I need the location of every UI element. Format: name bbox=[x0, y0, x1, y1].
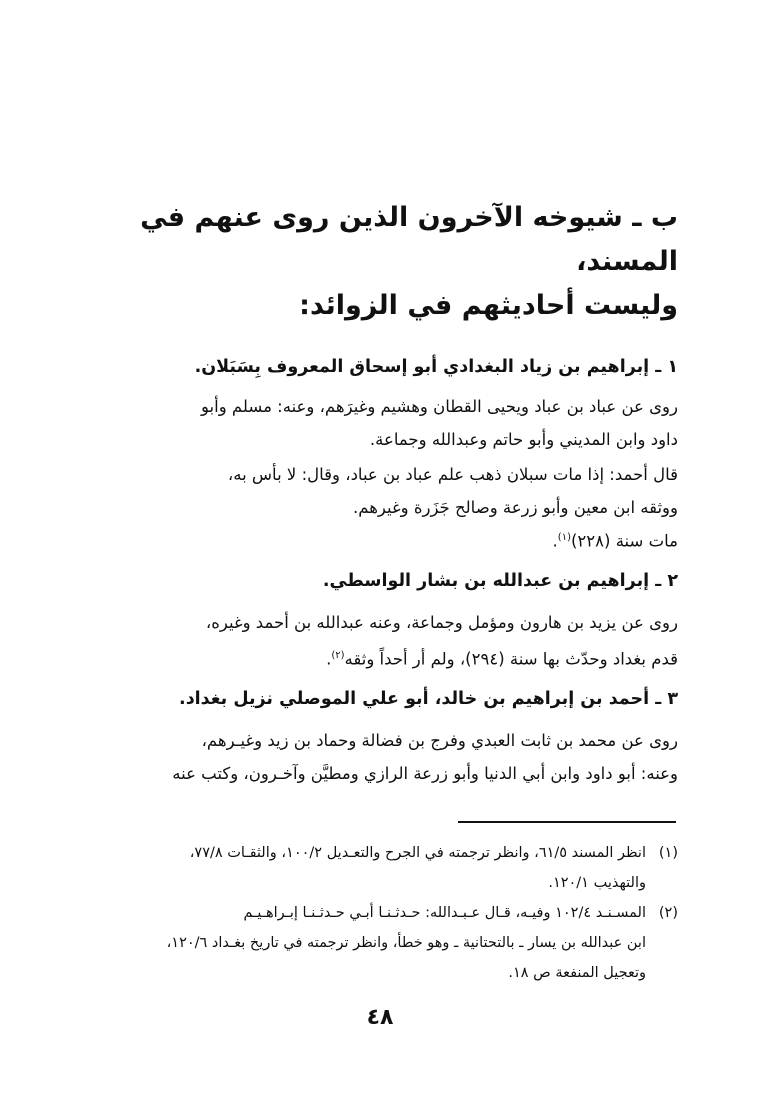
footnote-separator bbox=[458, 821, 676, 823]
footnote-1-line-1: انظر المسند ٦١/٥، وانظر ترجمته في الجرح والتعـديل ١٠٠/٢، والثقـات ٧٧/٨، bbox=[189, 845, 646, 861]
entry-3-paragraph-1-cont bbox=[70, 757, 678, 790]
footnote-2-cont-1 bbox=[70, 928, 678, 958]
entry-1-paragraph-3 bbox=[70, 521, 706, 558]
footnote-ref-2[interactable]: (٢) bbox=[331, 650, 345, 661]
entry-3-paragraph-1-line-2: وعنه: أبو داود وابن أبي الدنيا وأبو زرعة الرازي ومطيَّن وآخـرون، وكتب عنه bbox=[172, 764, 678, 783]
footnotes bbox=[70, 838, 678, 988]
section-title bbox=[70, 196, 678, 328]
entry-3-paragraph-1 bbox=[70, 724, 706, 757]
footnote-2-line-2: ابن عبدالله بن يسار ـ بالتحتانية ـ وهو خطأ، وانظر ترجمته في تاريخ بغـداد ١٢٠/٦، bbox=[166, 935, 646, 951]
entry-1-paragraph-2-cont bbox=[70, 491, 678, 524]
footnote-1-cont bbox=[70, 868, 678, 898]
entry-3-heading: ٣ ـ أحمد بن إبراهيم بن خالد، أبو علي الموصلي نزيل بغداد. bbox=[179, 689, 678, 709]
entry-2-paragraph-1-end: . bbox=[326, 649, 332, 669]
entry-2-paragraph-1-line-1: روى عن يزيد بن هارون ومؤمل وجماعة، وعنه عبدالله بن أحمد وغيره، bbox=[205, 613, 678, 632]
footnote-1-number: (١) bbox=[658, 845, 678, 861]
entry-1-heading: ١ ـ إبراهيم بن زياد البغدادي أبو إسحاق المعروف بِسَبَلان. bbox=[194, 357, 678, 377]
entry-2-heading: ٢ ـ إبراهيم بن عبدالله بن بشار الواسطي. bbox=[322, 571, 678, 591]
footnote-2-number: (٢) bbox=[658, 905, 678, 921]
entry-1-paragraph-2-line-2: ووثقه ابن معين وأبو زرعة وصالح جَزَرة وغيرهم. bbox=[352, 498, 678, 517]
entry-1-death-year: مات سنة (٢٢٨) bbox=[570, 531, 678, 551]
footnote-ref-1[interactable]: (١) bbox=[557, 532, 571, 543]
footnote-2-line-3: وتعجيل المنفعة ص ١٨. bbox=[508, 965, 646, 981]
entry-2-paragraph-1-line-2: قدم بغداد وحدّث بها سنة (٢٩٤)، ولم أر أحداً وثقه bbox=[344, 649, 678, 669]
footnote-2 bbox=[70, 898, 678, 928]
entry-1-paragraph-1-line-1: روى عن عباد بن عباد ويحيى القطان وهشيم وغيرَهم، وعنه: مسلم وأبو bbox=[201, 397, 678, 416]
entry-2-paragraph-1-cont bbox=[70, 639, 678, 676]
section-title-line-2: وليست أحاديثهم في الزوائد: bbox=[299, 290, 678, 321]
section-title-line-1: ب ـ شيوخه الآخرون الذين روى عنهم في المسند، bbox=[140, 202, 678, 277]
entry-1-paragraph-1 bbox=[70, 390, 706, 423]
footnote-2-line-1: المسـنـد ١٠٢/٤ وفيـه، قـال عـبـدالله: حـدثـنـا أبـي حـدثـنـا إبـراهـيـم bbox=[243, 905, 646, 921]
footnote-1 bbox=[70, 838, 678, 868]
entry-1-paragraph-1-cont bbox=[70, 423, 678, 456]
entry-1-paragraph-1-line-2: داود وابن المديني وأبو حاتم وعبدالله وجماعة. bbox=[369, 430, 678, 449]
entry-2-paragraph-1 bbox=[70, 606, 706, 639]
entry-3-paragraph-1-line-1: روى عن محمد بن ثابت العبدي وفرج بن فضالة وحماد بن زيد وغيـرهم، bbox=[201, 731, 678, 750]
footnote-2-cont-2 bbox=[70, 958, 678, 988]
entry-1-paragraph-3-end: . bbox=[552, 531, 558, 551]
entry-1-paragraph-2-line-1: قال أحمد: إذا مات سبلان ذهب علم عباد بن عباد، وقال: لا بأس به، bbox=[227, 465, 678, 484]
page-number: ٤٨ bbox=[366, 1005, 394, 1030]
entry-1-paragraph-2 bbox=[70, 458, 706, 491]
footnote-1-line-2: والتهذيب ١٢٠/١. bbox=[548, 875, 646, 891]
